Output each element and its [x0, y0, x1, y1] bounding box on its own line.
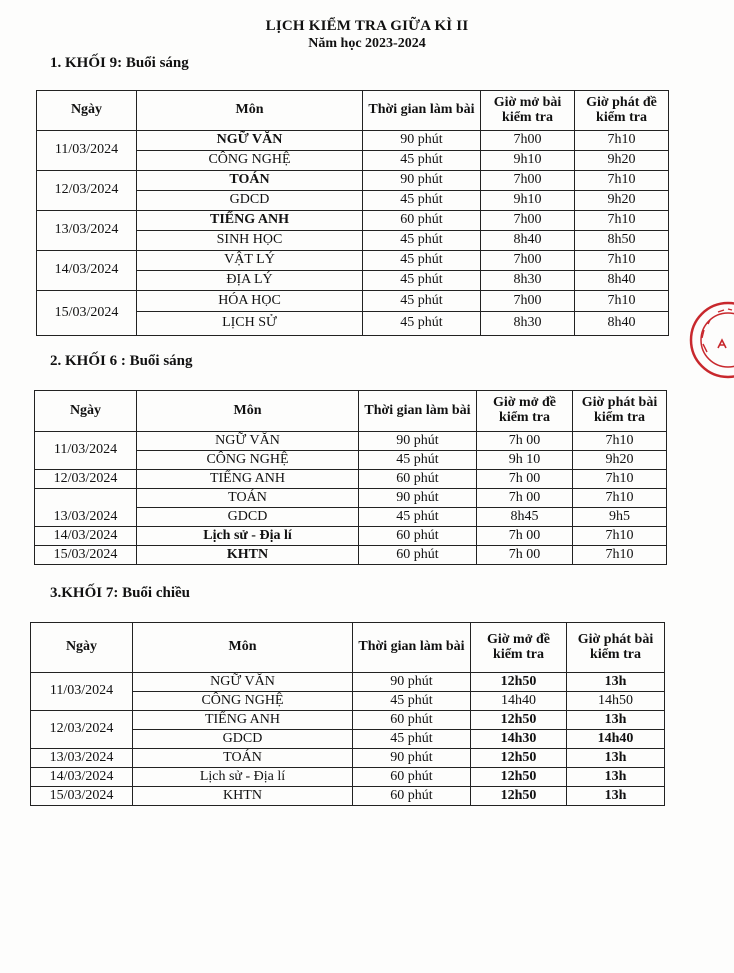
subject-cell: CÔNG NGHỆ [137, 151, 363, 171]
subject-cell: Lịch sử - Địa lí [137, 527, 359, 546]
subject-cell: LỊCH SỬ [137, 312, 363, 336]
subject-cell: KHTN [133, 787, 353, 806]
table-row [37, 171, 669, 191]
table-row [31, 787, 665, 806]
open-time-cell: 7h00 [481, 171, 575, 191]
red-seal-stamp-icon [688, 300, 734, 380]
open-time-cell: 14h30 [471, 730, 567, 749]
table-row [35, 432, 667, 451]
subject-cell: NGỮ VĂN [133, 673, 353, 692]
duration-cell: 60 phút [353, 711, 471, 730]
issue-time-cell: 7h10 [573, 470, 667, 489]
open-time-cell: 8h45 [477, 508, 573, 527]
issue-time-cell: 8h50 [575, 231, 669, 251]
section-heading-k6: 2. KHỐI 6 : Buổi sáng [50, 353, 193, 369]
table-row [37, 251, 669, 271]
table-row [37, 211, 669, 231]
issue-time-cell: 9h5 [573, 508, 667, 527]
issue-time-cell: 14h50 [567, 692, 665, 711]
subject-cell: NGỮ VĂN [137, 131, 363, 151]
document-title: LỊCH KIỂM TRA GIỮA KÌ II [265, 18, 469, 34]
table-row [35, 527, 667, 546]
subject-cell: SINH HỌC [137, 231, 363, 251]
issue-time-cell: 7h10 [575, 171, 669, 191]
subject-cell: TOÁN [133, 749, 353, 768]
duration-cell: 90 phút [353, 749, 471, 768]
subject-cell: GDCD [133, 730, 353, 749]
header-date: Ngày [31, 623, 133, 673]
schedule-table-k7 [30, 622, 665, 806]
open-time-cell: 7h00 [481, 131, 575, 151]
issue-time-cell: 7h10 [575, 291, 669, 312]
header-open-time: Giờ mở đề kiểm tra [477, 391, 573, 432]
issue-time-cell: 9h20 [575, 151, 669, 171]
header-date: Ngày [37, 91, 137, 131]
open-time-cell: 7h00 [481, 251, 575, 271]
duration-cell: 60 phút [353, 768, 471, 787]
issue-time-cell: 7h10 [573, 546, 667, 565]
open-time-cell: 8h30 [481, 312, 575, 336]
table-row [37, 131, 669, 151]
subject-cell: HÓA HỌC [137, 291, 363, 312]
duration-cell: 90 phút [359, 432, 477, 451]
open-time-cell: 7h 00 [477, 527, 573, 546]
header-duration: Thời gian làm bài [363, 91, 481, 131]
table-header-row [31, 623, 665, 673]
subject-cell: Lịch sử - Địa lí [133, 768, 353, 787]
subject-cell: GDCD [137, 191, 363, 211]
open-time-cell: 12h50 [471, 768, 567, 787]
issue-time-cell: 7h10 [573, 527, 667, 546]
duration-cell: 45 phút [353, 730, 471, 749]
duration-cell: 45 phút [363, 291, 481, 312]
table-header-row [35, 391, 667, 432]
header-duration: Thời gian làm bài [353, 623, 471, 673]
subject-cell: ĐỊA LÝ [137, 271, 363, 291]
header-date: Ngày [35, 391, 137, 432]
date-cell: 15/03/2024 [31, 787, 133, 806]
section-heading-k9: 1. KHỐI 9: Buổi sáng [50, 55, 189, 71]
header-duration: Thời gian làm bài [359, 391, 477, 432]
header-subject: Môn [133, 623, 353, 673]
open-time-cell: 12h50 [471, 749, 567, 768]
open-time-cell: 12h50 [471, 673, 567, 692]
duration-cell: 45 phút [353, 692, 471, 711]
open-time-cell: 7h 00 [477, 489, 573, 508]
date-cell: 11/03/2024 [35, 432, 137, 470]
open-time-cell: 9h 10 [477, 451, 573, 470]
open-time-cell: 9h10 [481, 151, 575, 171]
duration-cell: 45 phút [363, 312, 481, 336]
duration-cell: 45 phút [359, 508, 477, 527]
duration-cell: 60 phút [359, 527, 477, 546]
section-heading-k7: 3.KHỐI 7: Buổi chiều [50, 585, 191, 601]
open-time-cell: 8h30 [481, 271, 575, 291]
table-row [31, 749, 665, 768]
subject-cell: TIẾNG ANH [137, 211, 363, 231]
open-time-cell: 7h 00 [477, 470, 573, 489]
issue-time-cell: 13h [567, 711, 665, 730]
issue-time-cell: 8h40 [575, 271, 669, 291]
issue-time-cell: 9h20 [573, 451, 667, 470]
table-row [35, 489, 667, 508]
duration-cell: 45 phút [363, 251, 481, 271]
duration-cell: 45 phút [363, 191, 481, 211]
open-time-cell: 7h 00 [477, 546, 573, 565]
subject-cell: CÔNG NGHỆ [137, 451, 359, 470]
date-cell: 12/03/2024 [37, 171, 137, 211]
duration-cell: 45 phút [363, 271, 481, 291]
duration-cell: 90 phút [353, 673, 471, 692]
open-time-cell: 8h40 [481, 231, 575, 251]
issue-time-cell: 13h [567, 673, 665, 692]
schedule-table-k6 [34, 390, 667, 565]
subject-cell: TIẾNG ANH [133, 711, 353, 730]
date-cell: 11/03/2024 [31, 673, 133, 711]
table-row [35, 546, 667, 565]
date-cell: 15/03/2024 [35, 546, 137, 565]
issue-time-cell: 9h20 [575, 191, 669, 211]
subject-cell: TOÁN [137, 171, 363, 191]
open-time-cell: 7h00 [481, 291, 575, 312]
duration-cell: 60 phút [363, 211, 481, 231]
header-subject: Môn [137, 391, 359, 432]
subject-cell: VẬT LÝ [137, 251, 363, 271]
date-cell: 14/03/2024 [37, 251, 137, 291]
table-row [35, 470, 667, 489]
subject-cell: TOÁN [137, 489, 359, 508]
open-time-cell: 12h50 [471, 711, 567, 730]
subject-cell: NGỮ VĂN [137, 432, 359, 451]
school-year: Năm học 2023-2024 [308, 36, 426, 51]
issue-time-cell: 7h10 [575, 251, 669, 271]
date-cell: 12/03/2024 [35, 470, 137, 489]
issue-time-cell: 7h10 [573, 432, 667, 451]
header-issue-time: Giờ phát bài kiểm tra [567, 623, 665, 673]
open-time-cell: 14h40 [471, 692, 567, 711]
issue-time-cell: 13h [567, 787, 665, 806]
date-cell: 12/03/2024 [31, 711, 133, 749]
issue-time-cell: 8h40 [575, 312, 669, 336]
issue-time-cell: 13h [567, 768, 665, 787]
duration-cell: 45 phút [359, 451, 477, 470]
schedule-table-k9 [36, 90, 669, 336]
issue-time-cell: 7h10 [573, 489, 667, 508]
subject-cell: CÔNG NGHỆ [133, 692, 353, 711]
subject-cell: TIẾNG ANH [137, 470, 359, 489]
issue-time-cell: 7h10 [575, 211, 669, 231]
date-cell: 13/03/2024 [31, 749, 133, 768]
issue-time-cell: 14h40 [567, 730, 665, 749]
header-issue-time: Giờ phát đề kiểm tra [575, 91, 669, 131]
subject-cell: GDCD [137, 508, 359, 527]
open-time-cell: 7h 00 [477, 432, 573, 451]
duration-cell: 45 phút [363, 151, 481, 171]
header-issue-time: Giờ phát bài kiểm tra [573, 391, 667, 432]
issue-time-cell: 7h10 [575, 131, 669, 151]
issue-time-cell: 13h [567, 749, 665, 768]
table-row [31, 768, 665, 787]
duration-cell: 90 phút [363, 131, 481, 151]
date-cell: 13/03/2024 [35, 489, 137, 527]
table-header-row [37, 91, 669, 131]
date-cell: 11/03/2024 [37, 131, 137, 171]
open-time-cell: 12h50 [471, 787, 567, 806]
date-cell: 14/03/2024 [31, 768, 133, 787]
table-row [31, 673, 665, 692]
subject-cell: KHTN [137, 546, 359, 565]
header-subject: Môn [137, 91, 363, 131]
duration-cell: 90 phút [363, 171, 481, 191]
table-row [37, 291, 669, 312]
duration-cell: 90 phút [359, 489, 477, 508]
open-time-cell: 7h00 [481, 211, 575, 231]
date-cell: 15/03/2024 [37, 291, 137, 336]
date-cell: 13/03/2024 [37, 211, 137, 251]
duration-cell: 60 phút [359, 546, 477, 565]
duration-cell: 60 phút [353, 787, 471, 806]
duration-cell: 45 phút [363, 231, 481, 251]
open-time-cell: 9h10 [481, 191, 575, 211]
date-cell: 14/03/2024 [35, 527, 137, 546]
duration-cell: 60 phút [359, 470, 477, 489]
header-open-time: Giờ mở đề kiểm tra [471, 623, 567, 673]
table-row [31, 711, 665, 730]
header-open-time: Giờ mở bài kiểm tra [481, 91, 575, 131]
